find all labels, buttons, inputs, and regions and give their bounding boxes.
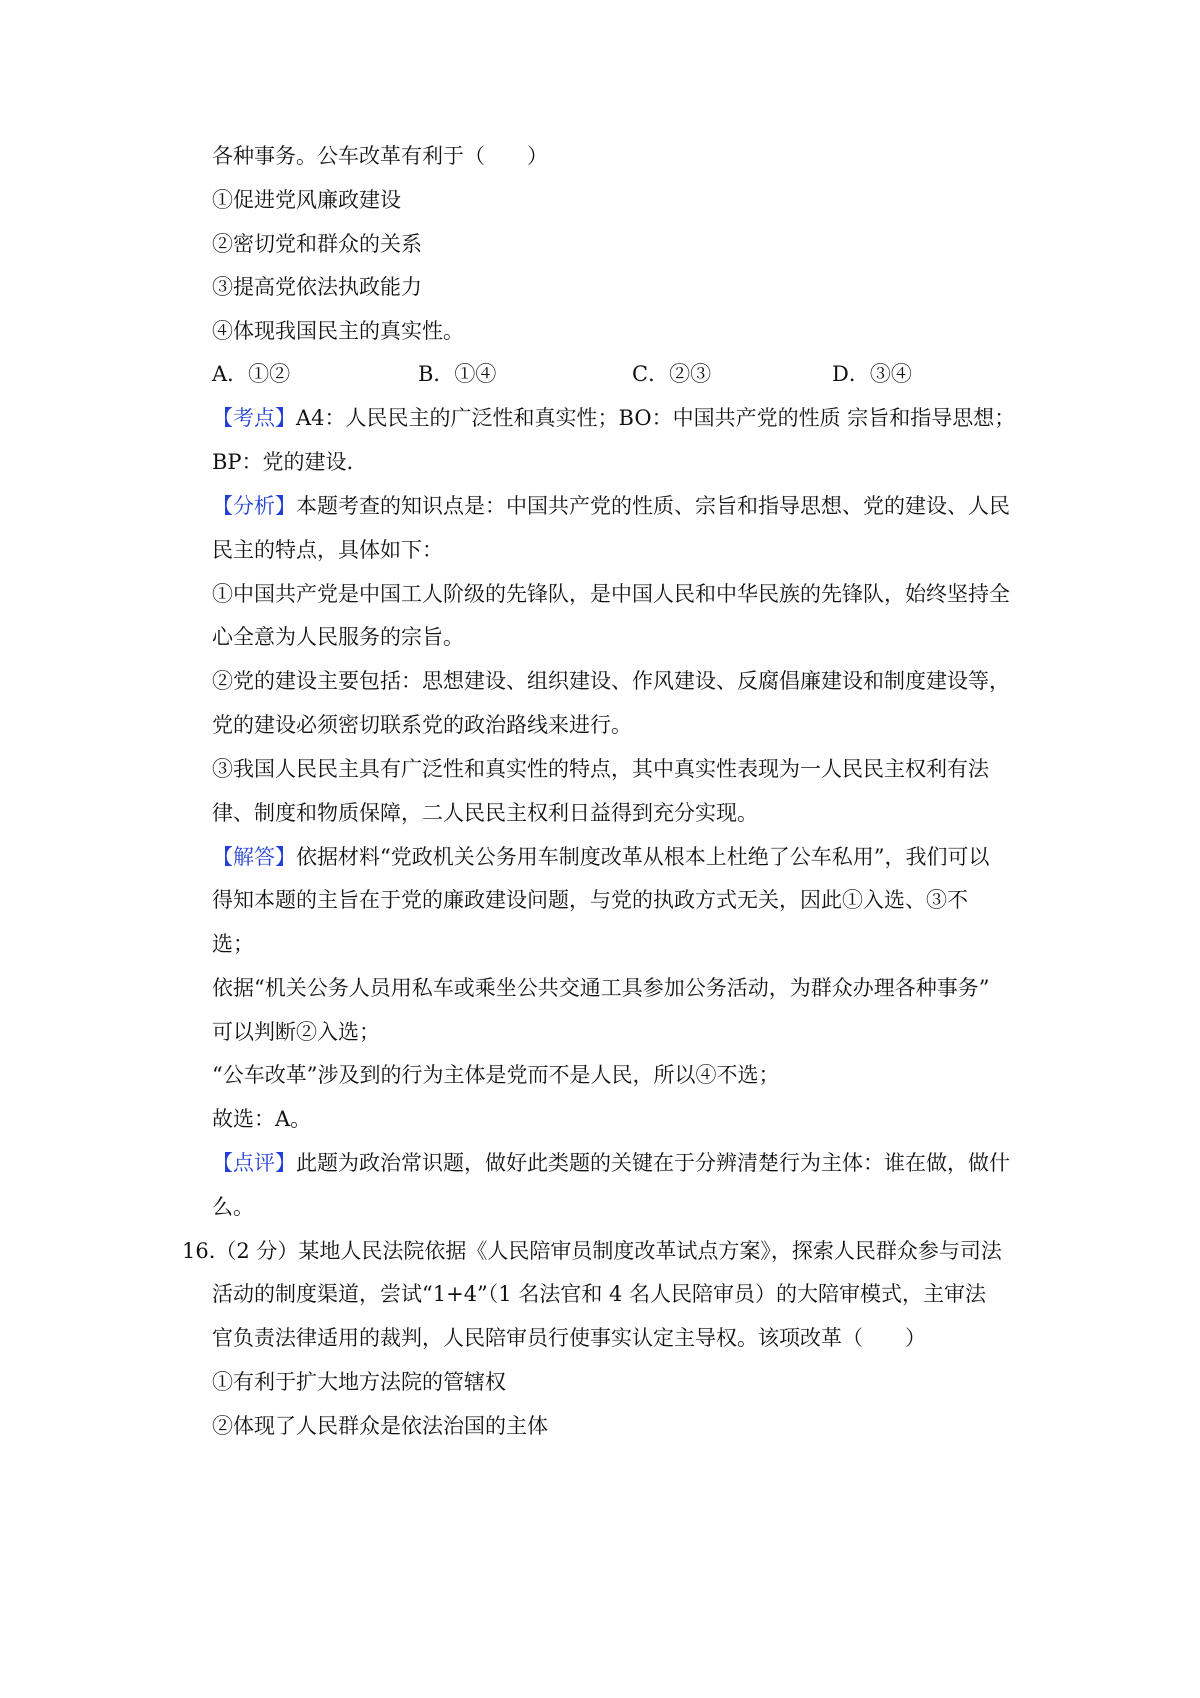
q15-option-b: B．①④ <box>418 362 497 386</box>
kaodian-line-1 <box>212 403 1032 433</box>
q15-option-d: D．③④ <box>832 362 912 386</box>
fenxi-tag: 【分析】 <box>212 494 296 518</box>
q15-option-c: C．②③ <box>632 362 712 386</box>
kaodian-line-2: BP：党的建设. <box>212 450 354 474</box>
q16-stem-line-3: 官负责法律适用的裁判，人民陪审员行使事实认定主导权。该项改革（ ） <box>212 1326 926 1350</box>
fenxi-point-1-line-1: ①中国共产党是中国工人阶级的先锋队，是中国人民和中华民族的先锋队，始终坚持全 <box>212 582 1010 606</box>
jieda-line-3: 选； <box>212 932 254 956</box>
kaodian-text-1: A4：人民民主的广泛性和真实性；BO：中国共产党的性质 宗旨和指导思想； <box>296 406 1016 430</box>
jieda-line-1 <box>212 842 1032 872</box>
fenxi-point-3-line-1: ③我国人民民主具有广泛性和真实性的特点，其中真实性表现为一人民民主权利有法 <box>212 757 989 781</box>
fenxi-point-1-line-2: 心全意为人民服务的宗旨。 <box>212 625 464 649</box>
q16-item-1: ①有利于扩大地方法院的管辖权 <box>212 1370 506 1394</box>
fenxi-line-1 <box>212 491 1032 521</box>
dianping-tag: 【点评】 <box>212 1151 296 1175</box>
jieda-line-4: 依据“机关公务人员用私车或乘坐公共交通工具参加公务活动，为群众办理各种事务” <box>212 976 990 1000</box>
q16-stem-line-1: 16.（2 分）某地人民法院依据《人民陪审员制度改革试点方案》，探索人民群众参与司法 <box>182 1239 1002 1263</box>
jieda-tag: 【解答】 <box>212 845 296 869</box>
q15-option-a: A．①② <box>212 362 291 386</box>
q15-item-4: ④体现我国民主的真实性。 <box>212 319 464 343</box>
dianping-line-2: 么。 <box>212 1195 254 1219</box>
jieda-line-7: 故选：A。 <box>212 1107 312 1131</box>
kaodian-tag: 【考点】 <box>212 406 296 430</box>
fenxi-point-3-line-2: 律、制度和物质保障，二人民民主权利日益得到充分实现。 <box>212 801 758 825</box>
q15-item-3: ③提高党依法执政能力 <box>212 275 422 299</box>
fenxi-point-2-line-2: 党的建设必须密切联系党的政治路线来进行。 <box>212 713 632 737</box>
q15-item-1: ①促进党风廉政建设 <box>212 188 401 212</box>
dianping-line-1 <box>212 1148 1032 1178</box>
q15-item-2: ②密切党和群众的关系 <box>212 232 422 256</box>
fenxi-point-2-line-1: ②党的建设主要包括：思想建设、组织建设、作风建设、反腐倡廉建设和制度建设等， <box>212 669 1010 693</box>
q16-stem-line-2: 活动的制度渠道，尝试“1+4”（1 名法官和 4 名人民陪审员）的大陪审模式，主审法 <box>212 1282 987 1306</box>
jieda-text-1: 依据材料“党政机关公务用车制度改革从根本上杜绝了公车私用”，我们可以 <box>296 845 990 869</box>
fenxi-line-2: 民主的特点，具体如下： <box>212 538 443 562</box>
q15-stem-tail: 各种事务。公车改革有利于（ ） <box>212 144 548 168</box>
jieda-line-2: 得知本题的主旨在于党的廉政建设问题，与党的执政方式无关，因此①入选、③不 <box>212 888 968 912</box>
fenxi-text-1: 本题考查的知识点是：中国共产党的性质、宗旨和指导思想、党的建设、人民 <box>296 494 1010 518</box>
jieda-line-6: “公车改革”涉及到的行为主体是党而不是人民，所以④不选； <box>212 1063 780 1087</box>
jieda-line-5: 可以判断②入选； <box>212 1020 380 1044</box>
dianping-text-1: 此题为政治常识题，做好此类题的关键在于分辨清楚行为主体：谁在做，做什 <box>296 1151 1010 1175</box>
q16-item-2: ②体现了人民群众是依法治国的主体 <box>212 1414 548 1438</box>
